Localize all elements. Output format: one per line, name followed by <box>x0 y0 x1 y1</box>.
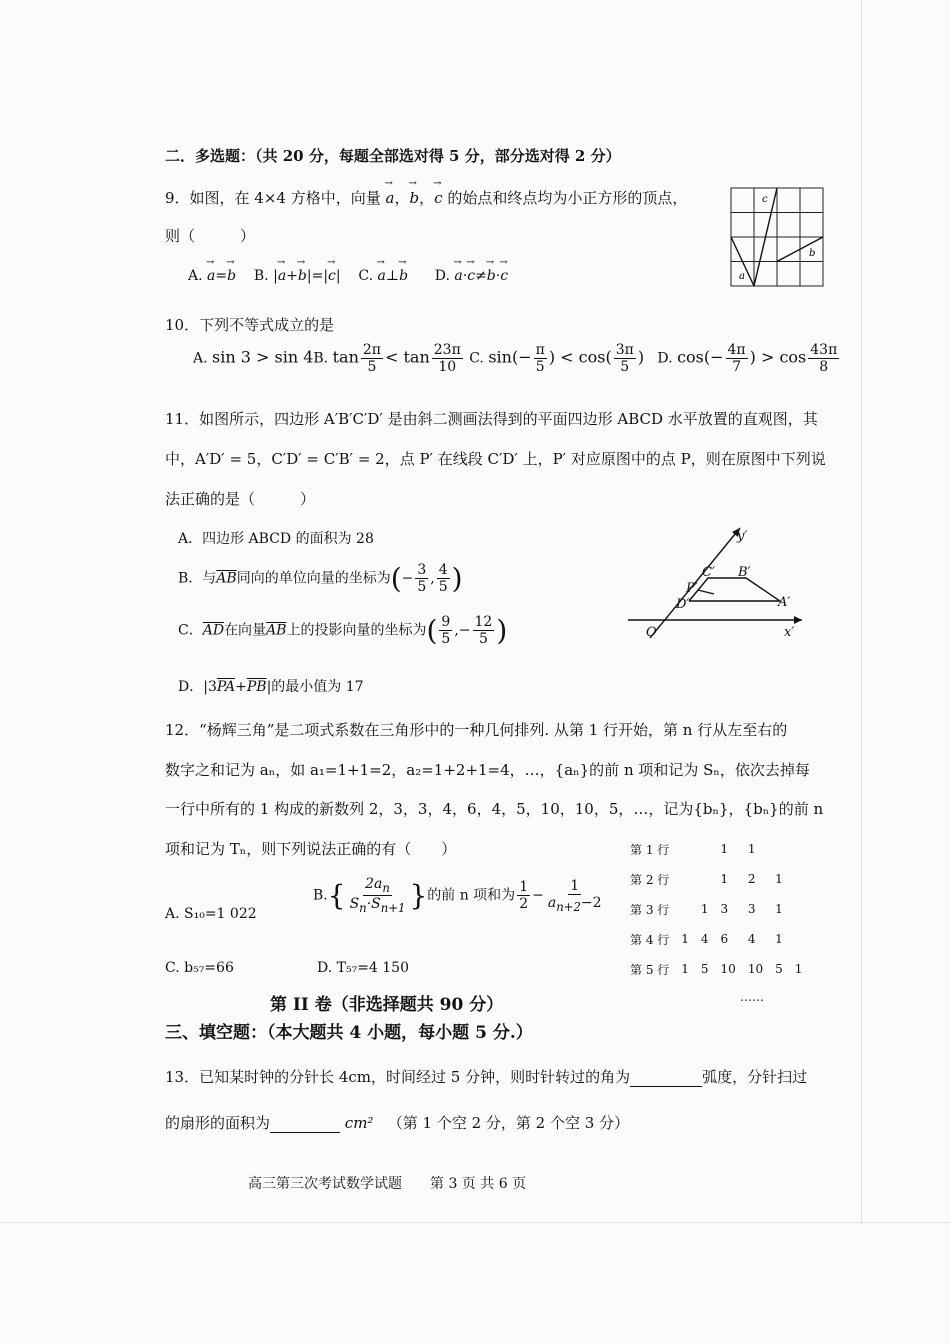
svg-text:C′: C′ <box>702 565 715 580</box>
q13-blank-2[interactable] <box>270 1114 340 1133</box>
triangle-row: 第 2 行 1 2 1 <box>630 872 783 887</box>
q9-stem-2: 则（ ） <box>165 227 256 245</box>
q12-option-b: B.{ $\frac{2a_n}{S_n\cdot S_{n+1}}$ }的前 n 项和为 $\frac{1}{2}$ − $\frac{1}{a_{n+2}-2}$ <box>313 876 602 916</box>
svg-text:A′: A′ <box>778 595 791 610</box>
q9-options: A. → a=→ b B. |→ a+→ b|=|→ c| C. → a⊥→ b D. → a·→ c≠→ b·→ c <box>188 268 508 284</box>
q11-line3: 法正确的是（ ） <box>165 490 316 508</box>
q11-line1: 11．如图所示，四边形 A′B′C′D′ 是由斜二测画法得到的平面四边形 ABCD 水平放置的直观图，其 <box>165 410 818 428</box>
q12-line4: 项和记为 Tₙ，则下列说法正确的有（ ） <box>165 840 457 858</box>
q11-option-d: D．$|3\overline{PA}+\overline{PB}|$的最小值为 17 <box>178 679 364 695</box>
q9-label-b: b <box>809 248 816 259</box>
svg-text:P′: P′ <box>686 581 698 596</box>
q11-option-b: B．与$\overline{AB}$同向的单位向量的坐标为(− $\frac{3}{5}$ , $\frac{4}{5}$ ) <box>178 562 463 596</box>
q13-line2: 的扇形的面积为 cm² （第 1 个空 2 分，第 2 个空 3 分） <box>165 1114 630 1132</box>
x-axis-arrow-icon <box>794 616 802 624</box>
triangle-row: 第 1 行 1 1 <box>630 842 756 857</box>
section-title-fill-in: 三、填空题：（本大题共 4 小题，每小题 5 分.） <box>165 1023 533 1043</box>
svg-text:O′: O′ <box>646 625 660 640</box>
triangle-row: 第 3 行 1 3 3 1 <box>630 902 783 917</box>
q11-line2: 中，A′D′ = 5，C′D′ = C′B′ = 2，点 P′ 在线段 C′D′ 上，P′ 对应原图中的点 P，则在原图中下列说 <box>165 450 826 468</box>
q9-label-c: c <box>762 194 768 205</box>
q12-option-a: A. S₁₀=1 022 <box>165 906 257 922</box>
q11-option-c: C．$\overline{AD}$在向量$\overline{AB}$上的投影向量的坐标为( $\frac{9}{5}$ ,− $\frac{12}{5}$ ) <box>178 614 508 648</box>
q11-oblique-figure <box>622 518 812 646</box>
q9-grid-figure <box>729 186 825 288</box>
svg-text:x′: x′ <box>784 625 795 640</box>
q12-line2: 数字之和记为 aₙ，如 a₁=1+1=2，a₂=1+2+1=4，…，{aₙ}的前 n 项和记为 Sₙ，依次去掉每 <box>165 761 810 779</box>
q12-line1: 12．“杨辉三角”是二项式系数在三角形中的一种几何排列. 从第 1 行开始，第 n 行从左至右的 <box>165 721 788 739</box>
q10-stem: 10．下列不等式成立的是 <box>165 316 335 334</box>
q13-blank-1[interactable] <box>630 1068 702 1087</box>
q13-line1: 13．已知某时钟的分针长 4cm，时间经过 5 分钟，则时针转过的角为 弧度，分针扫过 <box>165 1068 808 1086</box>
svg-text:y′: y′ <box>737 529 748 544</box>
yanghui-triangle <box>624 834 808 984</box>
svg-text:B′: B′ <box>738 565 751 580</box>
q9-stem: 9．如图，在 4×4 方格中，向量 → a，→ b，→ c 的始点和终点均为小正方形的顶点， <box>165 187 687 208</box>
page-edge-bottom <box>0 1222 950 1223</box>
q12-line3: 一行中所有的 1 构成的新数列 2，3，3，4，6，4，5，10，10，5，…，记为{bₙ}，{bₙ}的前 n <box>165 800 824 818</box>
triangle-row: 第 4 行 1 4 6 4 1 <box>630 932 783 947</box>
q11-option-a: A．四边形 ABCD 的面积为 28 <box>178 531 374 547</box>
q10-options: A. sin 3 > sin 4B. tan $\frac{2\pi}{5}$ < tan $\frac{23\pi}{10}$ C. sin(− $\frac{\pi}{5}$ ) < cos( $\frac{3\pi}{5}$ ) D. cos(− $\frac{4\pi}{7}$ ) > cos $\frac{43\pi}{8}$ <box>193 342 838 376</box>
svg-text:D′: D′ <box>676 597 690 612</box>
page-footer: 高三第三次考试数学试题 第 3 页 共 6 页 <box>248 1176 527 1192</box>
triangle-row: 第 5 行 1 5 10 10 5 1 <box>630 962 803 977</box>
q12-option-d: D. T₅₇=4 150 <box>317 960 409 976</box>
part2-title: 第 II 卷（非选择题共 90 分） <box>270 995 504 1015</box>
triangle-ellipsis: …… <box>740 990 764 1004</box>
q9-label-a: a <box>739 271 745 282</box>
page-edge <box>861 0 862 1225</box>
section-title-multiple-choice: 二．多选题：（共 20 分，每题全部选对得 5 分，部分选对得 2 分） <box>165 147 621 165</box>
q12-option-c: C. b₅₇=66 <box>165 960 234 976</box>
